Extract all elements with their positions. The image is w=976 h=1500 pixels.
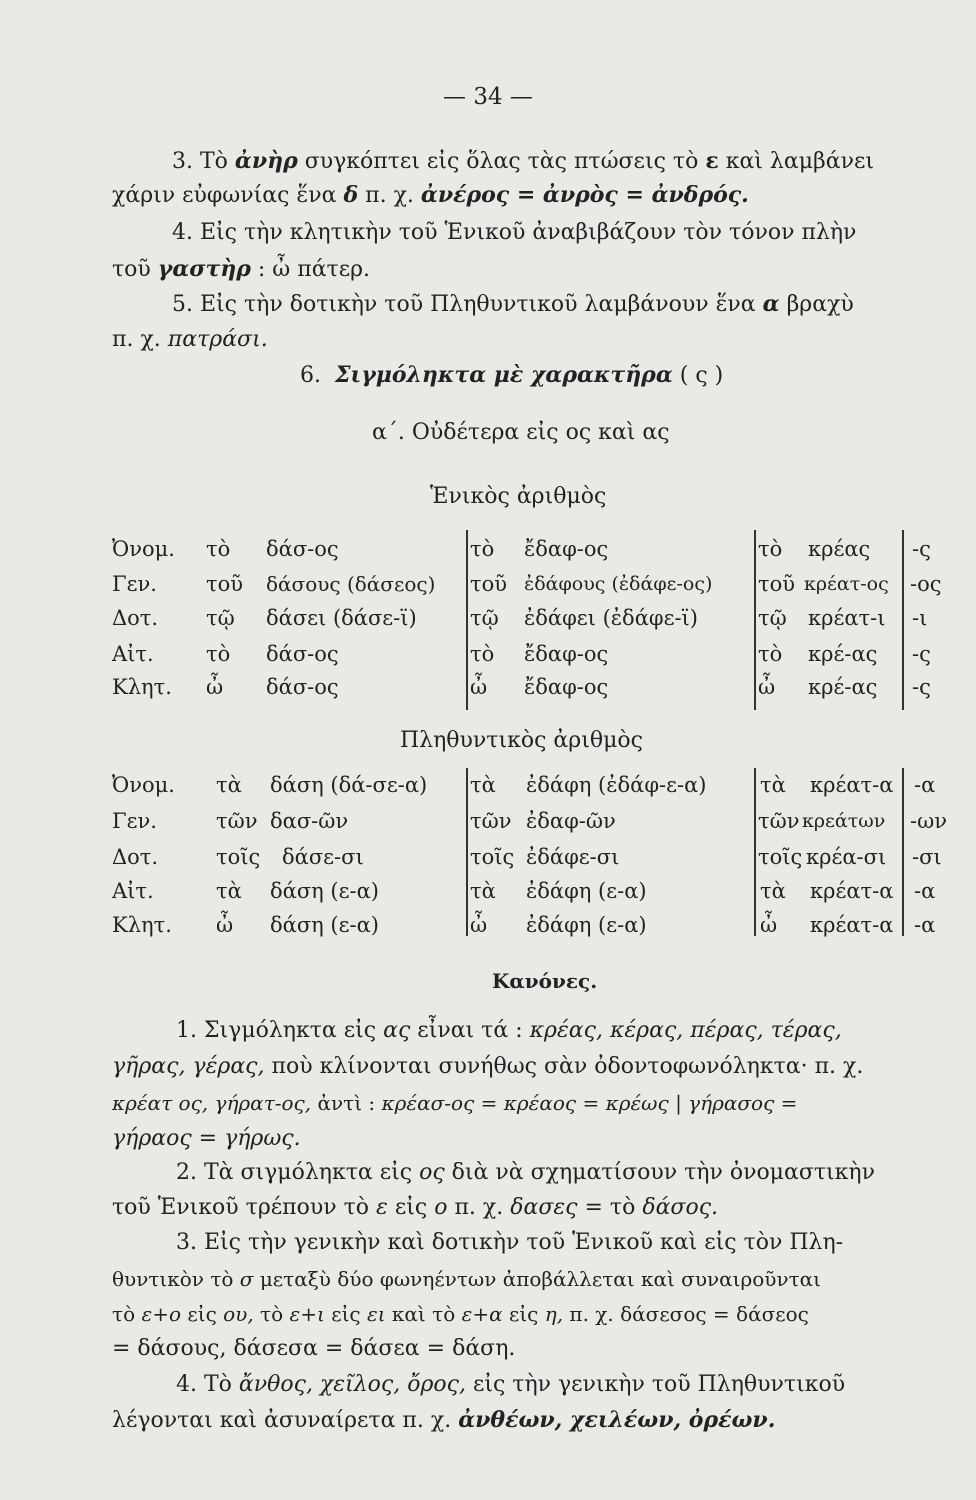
rule-1-line-1: 1. Σιγμόληκτα εἰς ας εἶναι τά : κρέας, κέρας, πέρας, τέρας, <box>176 1018 842 1043</box>
rule-1-line-2: γῆρας, γέρας, ποὺ κλίνονται συνήθως σὰν ὀδοντοφωνόληκτα· π. χ. <box>112 1054 864 1079</box>
rule-3b-line-1: 3. Εἰς τὴν γενικὴν καὶ δοτικὴν τοῦ Ἑνικοῦ καὶ εἰς τὸν Πλη- <box>176 1230 844 1255</box>
table-rule <box>754 768 756 936</box>
rule-3b-line-4: = δάσους, δάσεσα = δάσεα = δάση. <box>112 1336 516 1361</box>
rule-4-line-1: 4. Εἰς τὴν κλητικὴν τοῦ Ἑνικοῦ ἀναβιβάζουν τὸν τόνον πλὴν <box>172 220 857 245</box>
document-page: — 34 — 3. Τὸ ἀνὴρ συγκόπτει εἰς ὅλας τὰς πτώσεις τὸ ε καὶ λαμβάνει χάριν εὐφωνίας ἕνα δ π. χ. ἀνέρος = ἀνρὸς = ἀνδρός. 4. Εἰς τὴν κλητικὴν τοῦ Ἑνικοῦ ἀναβιβάζουν τὸν τόνον πλὴν τοῦ γαστὴρ : ὦ πάτερ. 5. Εἰς τὴν δοτικὴν τοῦ Πληθυντικοῦ λαμβάνουν ἕνα α βραχὺ π. χ. πατράσι. 6. Σιγμόληκτα μὲ χαρακτῆρα ( ς ) α΄. Οὐδέτερα εἰς ος καὶ ας Ἑνικὸς ἀριθμὸς Ὀνομ. τὸ δάσ-ος τὸ ἔδαφ-ος τὸ κρέας -ς Γεν. τοῦ δάσους (δάσεος) τοῦ ἐδάφους (ἐδάφε-ος) τοῦ κρέατ-ος -ος Δοτ. τῷ δάσει (δάσε-ϊ) τῷ ἐδάφει (ἐδάφε-ϊ) τῷ κρέατ-ι -ι Αἰτ. τὸ δάσ-ος τὸ ἔδαφ-ος τὸ κρέ-ας -ς Κλητ. ὦ δάσ-ος ὦ ἔδαφ-ος ὦ κρέ-ας -ς Πληθυντικὸς ἀριθμὸς Ὀνομ. τὰ δάση (δά-σε-α) τὰ ἐδάφη (ἐδάφ-ε-α) τὰ κρέατ-α -α Γεν. τῶν δασ-ῶν τῶν ἐδαφ-ῶν τῶν κρεάτων -ων Δοτ. τοῖς δάσε-σι τοῖς ἐδάφε-σι τοῖς κρέα-σι -σι Αἰτ. τὰ δάση (ε-α) τὰ ἐδάφη (ε-α) τὰ κρέατ-α -α Κλητ. ὦ δάση (ε-α) ὦ ἐδάφη (ε-α) ὦ κρέατ-α -α Κανόνες. 1. Σιγμόληκτα εἰς ας εἶναι τά : κρέας, κέρας, πέρας, τέρας, γῆρας, γέρας, ποὺ κλίνονται συνήθως σὰν ὀδοντοφωνόληκτα· π. χ. κρέατ ος, γήρατ-ος, ἀντὶ : κρέασ-ος = κρέαος = κρέως | γήρασος = γήραος = γήρως. 2. Τὰ σιγμόληκτα εἰς ος διὰ νὰ σχηματίσουν τὴν ὀνομαστικὴν τοῦ Ἑνικοῦ τρέπουν τὸ ε εἰς ο π. χ. δασες = τὸ δάσος. 3. Εἰς τὴν γενικὴν καὶ δοτικὴν τοῦ Ἑνικοῦ καὶ εἰς τὸν Πλη- θυντικὸν τὸ σ μεταξὺ δύο φωνηέντων ἀποβάλλεται καὶ συναιροῦνται τὸ ε+ο εἰς ου, τὸ ε+ι εἰς ει καὶ τὸ ε+α εἰς η, π. χ. δάσεσος = δάσεος = δάσους, δάσεσα = δάσεα = δάση. 4. Τὸ ἄνθος, χεῖλος, ὄρος, εἰς τὴν γενικὴν τοῦ Πληθυντικοῦ λέγονται καὶ ἀσυναίρετα π. χ. ἀνθέων, χειλέων, ὀρέων. <box>0 0 976 1500</box>
subsection-title: α΄. Οὐδέτερα εἰς ος καὶ ας <box>372 420 670 445</box>
table-rule <box>902 768 904 936</box>
table-rule <box>754 530 756 710</box>
rule-4b-line-2: λέγονται καὶ ἀσυναίρετα π. χ. ἀνθέων, χειλέων, ὀρέων. <box>112 1407 776 1433</box>
table-rule <box>466 768 468 936</box>
table-rule <box>902 530 904 710</box>
rule-5-line-2: π. χ. πατράσι. <box>112 327 268 352</box>
rule-2-line-1: 2. Τὰ σιγμόληκτα εἰς ος διὰ νὰ σχηματίσουν τὴν ὀνομαστικὴν <box>176 1160 875 1185</box>
rule-5-line-1: 5. Εἰς τὴν δοτικὴν τοῦ Πληθυντικοῦ λαμβάνουν ἕνα α βραχὺ <box>172 291 854 317</box>
rule-3b-line-3: τὸ ε+ο εἰς ου, τὸ ε+ι εἰς ει καὶ τὸ ε+α εἰς η, π. χ. δάσεσος = δάσεος <box>112 1302 809 1326</box>
rule-3-line-2: χάριν εὐφωνίας ἕνα δ π. χ. ἀνέρος = ἀνρὸς = ἀνδρός. <box>112 182 749 208</box>
rule-4b-line-1: 4. Τὸ ἄνθος, χεῖλος, ὄρος, εἰς τὴν γενικὴν τοῦ Πληθυντικοῦ <box>176 1372 846 1397</box>
singular-title: Ἑνικὸς ἀριθμὸς <box>430 484 607 509</box>
rule-1-line-4: γήραος = γήρως. <box>112 1126 301 1151</box>
page-number: — 34 — <box>443 84 533 110</box>
rule-1-line-3: κρέατ ος, γήρατ-ος, ἀντὶ : κρέασ-ος = κρέαος = κρέως | γήρασος = <box>112 1091 798 1115</box>
rule-3b-line-2: θυντικὸν τὸ σ μεταξὺ δύο φωνηέντων ἀποβάλλεται καὶ συναιροῦνται <box>112 1267 822 1291</box>
rule-2-line-2: τοῦ Ἑνικοῦ τρέπουν τὸ ε εἰς ο π. χ. δασες = τὸ δάσος. <box>112 1195 719 1220</box>
rule-4-line-2: τοῦ γαστὴρ : ὦ πάτερ. <box>112 256 371 282</box>
table-rule <box>466 530 468 710</box>
plural-title: Πληθυντικὸς ἀριθμὸς <box>400 728 643 753</box>
rule-3-line-1: 3. Τὸ ἀνὴρ συγκόπτει εἰς ὅλας τὰς πτώσεις τὸ ε καὶ λαμβάνει <box>172 148 874 174</box>
rules-heading: Κανόνες. <box>492 969 598 993</box>
section-heading: 6. Σιγμόληκτα μὲ χαρακτῆρα ( ς ) <box>300 362 724 388</box>
